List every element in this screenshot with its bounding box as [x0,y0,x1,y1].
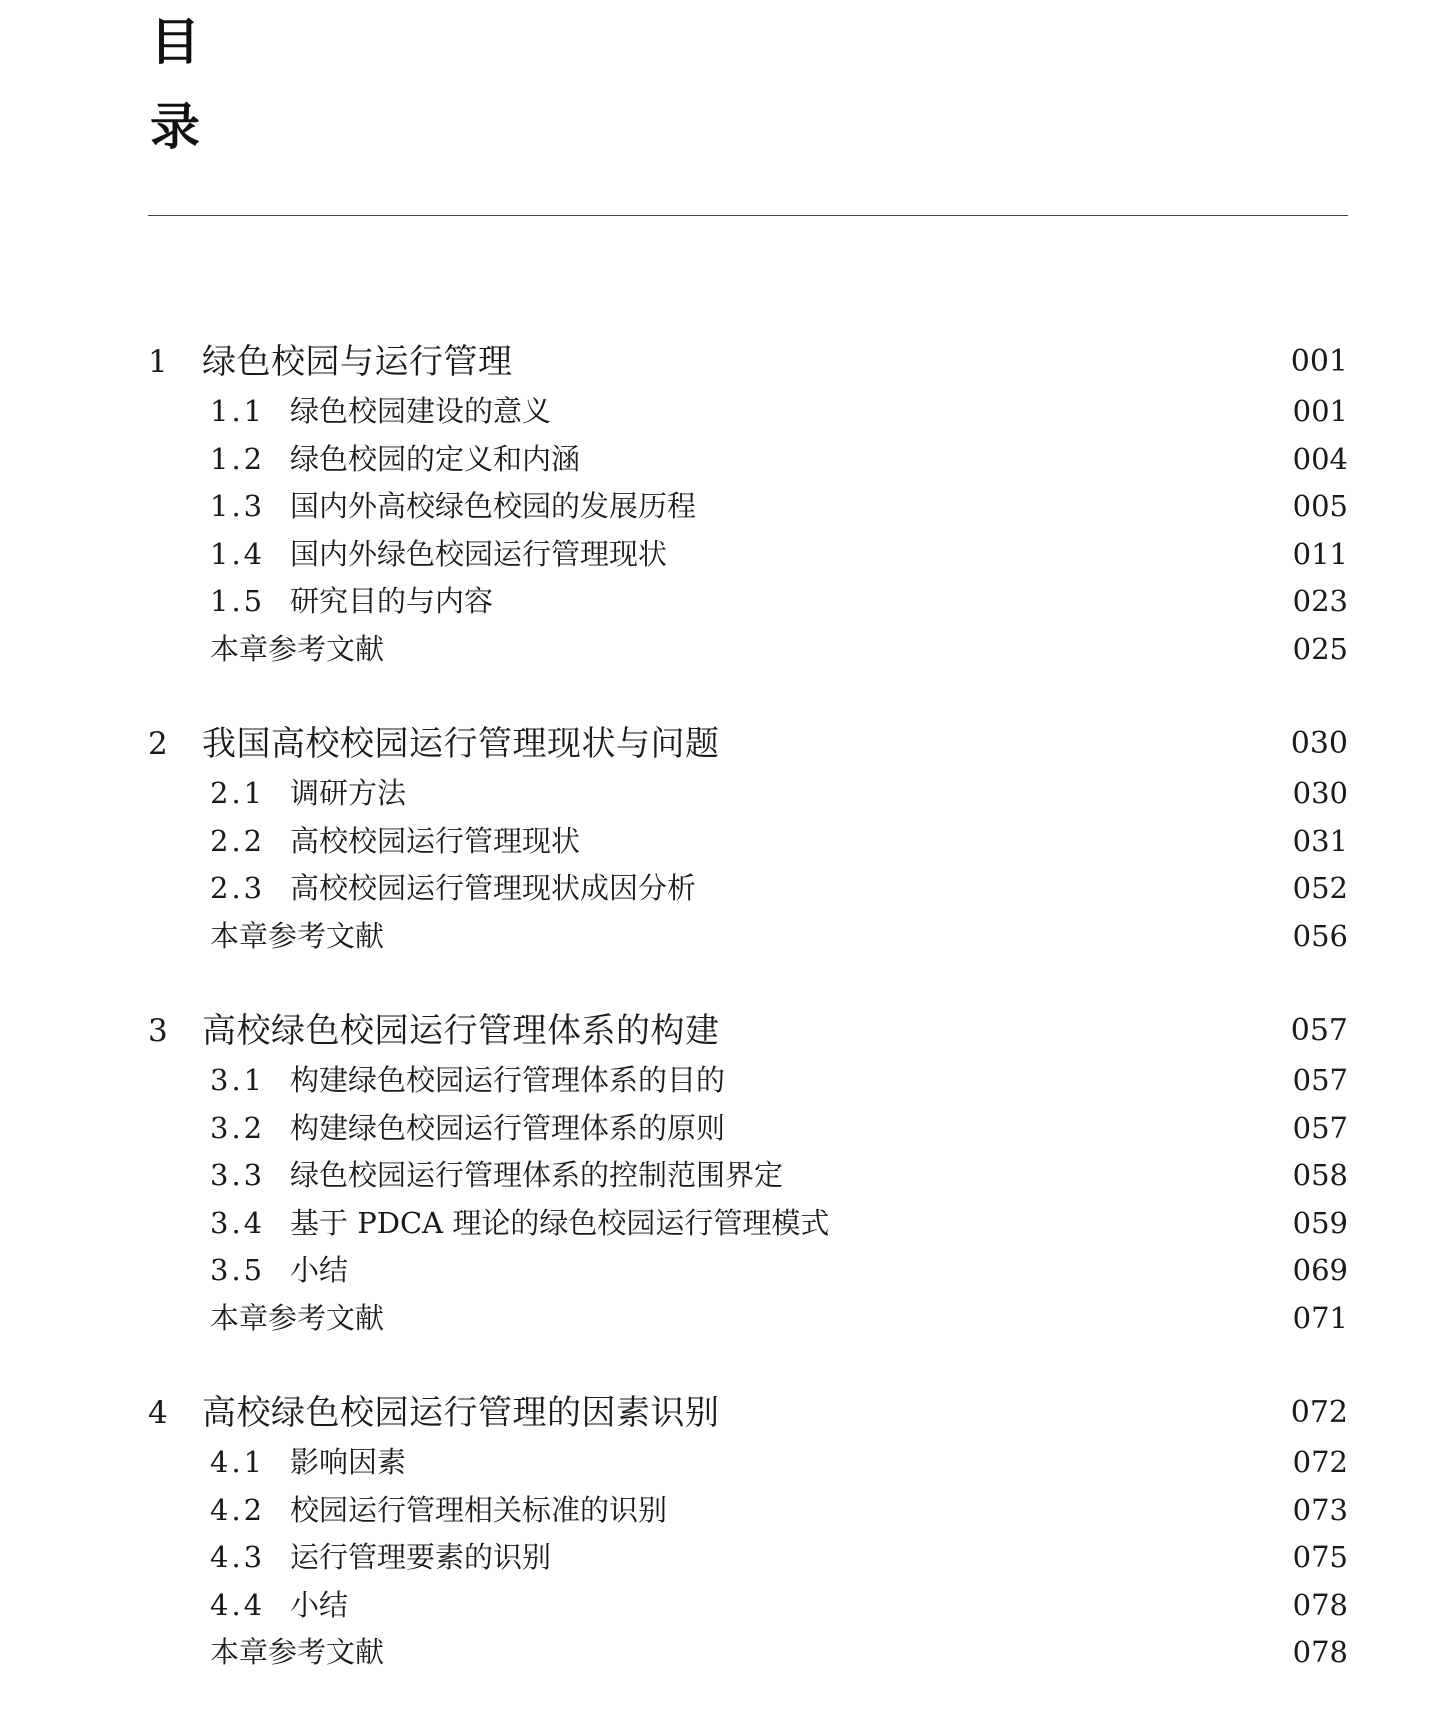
page-number: 052 [1292,871,1348,905]
chapter-title: 我国高校校园运行管理现状与问题 [202,724,720,764]
table-of-contents [0,336,1444,1677]
page-number: 075 [1292,1540,1348,1574]
section-title: 校园运行管理相关标准的识别 [290,1492,668,1527]
section-number: 3.4 [210,1205,266,1240]
section-title: 构建绿色校园运行管理体系的原则 [290,1110,726,1145]
page-number: 023 [1292,584,1348,618]
section-title: 基于 PDCA 理论的绿色校园运行管理模式 [290,1205,830,1240]
page-number: 071 [1292,1300,1348,1335]
section-entry[interactable] [0,770,1444,818]
section-number: 2.2 [210,823,266,858]
page-number: 005 [1292,489,1348,523]
section-number: 4.2 [210,1492,266,1527]
section-entry[interactable] [0,1200,1444,1248]
chapter-entry[interactable] [0,1387,1444,1439]
section-entry[interactable] [0,865,1444,913]
page-number: 004 [1292,441,1348,476]
references-entry[interactable] [0,626,1444,674]
chapter-3 [0,1005,1444,1342]
page-number: 073 [1292,1492,1348,1527]
section-entry[interactable] [0,1439,1444,1487]
page-number: 058 [1292,1158,1348,1192]
section-number: 1.1 [210,394,266,428]
chapter-title: 绿色校园与运行管理 [202,342,513,382]
section-entry[interactable] [0,818,1444,866]
page-number: 057 [1292,1110,1348,1145]
section-title: 高校校园运行管理现状 [290,823,581,858]
chapter-title: 高校绿色校园运行管理体系的构建 [202,1011,720,1051]
page-number: 031 [1292,823,1348,858]
page-number: 072 [1290,1395,1348,1430]
page-number: 030 [1292,776,1348,810]
page-number: 001 [1290,344,1348,379]
section-number: 4.3 [210,1540,266,1574]
section-title: 运行管理要素的识别 [290,1540,552,1574]
section-number: 3.5 [210,1253,266,1287]
page-number: 057 [1290,1013,1348,1048]
page-number: 025 [1292,631,1348,666]
chapter-entry[interactable] [0,336,1444,388]
chapter-number: 4 [148,1395,168,1431]
references-entry[interactable] [0,1629,1444,1677]
page-number: 001 [1292,394,1348,428]
references-entry[interactable] [0,1295,1444,1343]
section-entry[interactable] [0,483,1444,531]
section-number: 4.4 [210,1587,266,1622]
references-title: 本章参考文献 [210,1635,385,1669]
references-title: 本章参考文献 [210,631,385,666]
section-title: 国内外绿色校园运行管理现状 [290,536,668,571]
section-number: 2.3 [210,871,266,905]
section-title: 高校校园运行管理现状成因分析 [290,871,697,905]
section-title: 绿色校园建设的意义 [290,394,552,428]
chapter-1 [0,336,1444,673]
section-number: 3.2 [210,1110,266,1145]
chapter-entry[interactable] [0,718,1444,770]
page-number: 011 [1292,536,1348,571]
section-title: 研究目的与内容 [290,584,494,618]
page-number: 059 [1292,1205,1348,1240]
chapter-number: 1 [148,344,168,380]
toc-heading-line1: 目 [150,13,200,71]
chapter-4 [0,1387,1444,1677]
references-entry[interactable] [0,913,1444,961]
section-title: 调研方法 [290,776,407,810]
section-number: 3.1 [210,1063,266,1097]
page-number: 078 [1292,1635,1348,1669]
references-title: 本章参考文献 [210,918,385,953]
section-entry[interactable] [0,1582,1444,1630]
section-title: 小结 [290,1253,349,1287]
page-number: 057 [1292,1063,1348,1097]
section-title: 小结 [290,1587,349,1622]
section-number: 4.1 [210,1445,266,1479]
section-title: 绿色校园的定义和内涵 [290,441,581,476]
section-entry[interactable] [0,1057,1444,1105]
section-entry[interactable] [0,578,1444,626]
section-number: 3.3 [210,1158,266,1192]
section-entry[interactable] [0,1105,1444,1153]
chapter-2 [0,718,1444,960]
page-number: 078 [1292,1587,1348,1622]
section-title: 国内外高校绿色校园的发展历程 [290,489,697,523]
section-number: 1.5 [210,584,266,618]
section-entry[interactable] [0,1152,1444,1200]
section-entry[interactable] [0,1534,1444,1582]
section-title: 绿色校园运行管理体系的控制范围界定 [290,1158,784,1192]
section-entry[interactable] [0,436,1444,484]
page-number: 069 [1292,1253,1348,1287]
section-entry[interactable] [0,1247,1444,1295]
chapter-number: 2 [148,726,168,762]
section-title: 影响因素 [290,1445,407,1479]
section-number: 2.1 [210,776,266,810]
section-entry[interactable] [0,388,1444,436]
section-number: 1.2 [210,441,266,476]
toc-heading [150,0,200,170]
heading-divider [148,215,1348,216]
section-entry[interactable] [0,531,1444,579]
section-number: 1.3 [210,489,266,523]
section-entry[interactable] [0,1487,1444,1535]
page-number: 030 [1290,726,1348,761]
chapter-number: 3 [148,1013,168,1049]
toc-heading-line2: 录 [150,98,200,156]
section-title: 构建绿色校园运行管理体系的目的 [290,1063,726,1097]
page-number: 072 [1292,1445,1348,1479]
page-number: 056 [1292,918,1348,953]
references-title: 本章参考文献 [210,1300,385,1335]
section-number: 1.4 [210,536,266,571]
chapter-title: 高校绿色校园运行管理的因素识别 [202,1393,720,1433]
chapter-entry[interactable] [0,1005,1444,1057]
